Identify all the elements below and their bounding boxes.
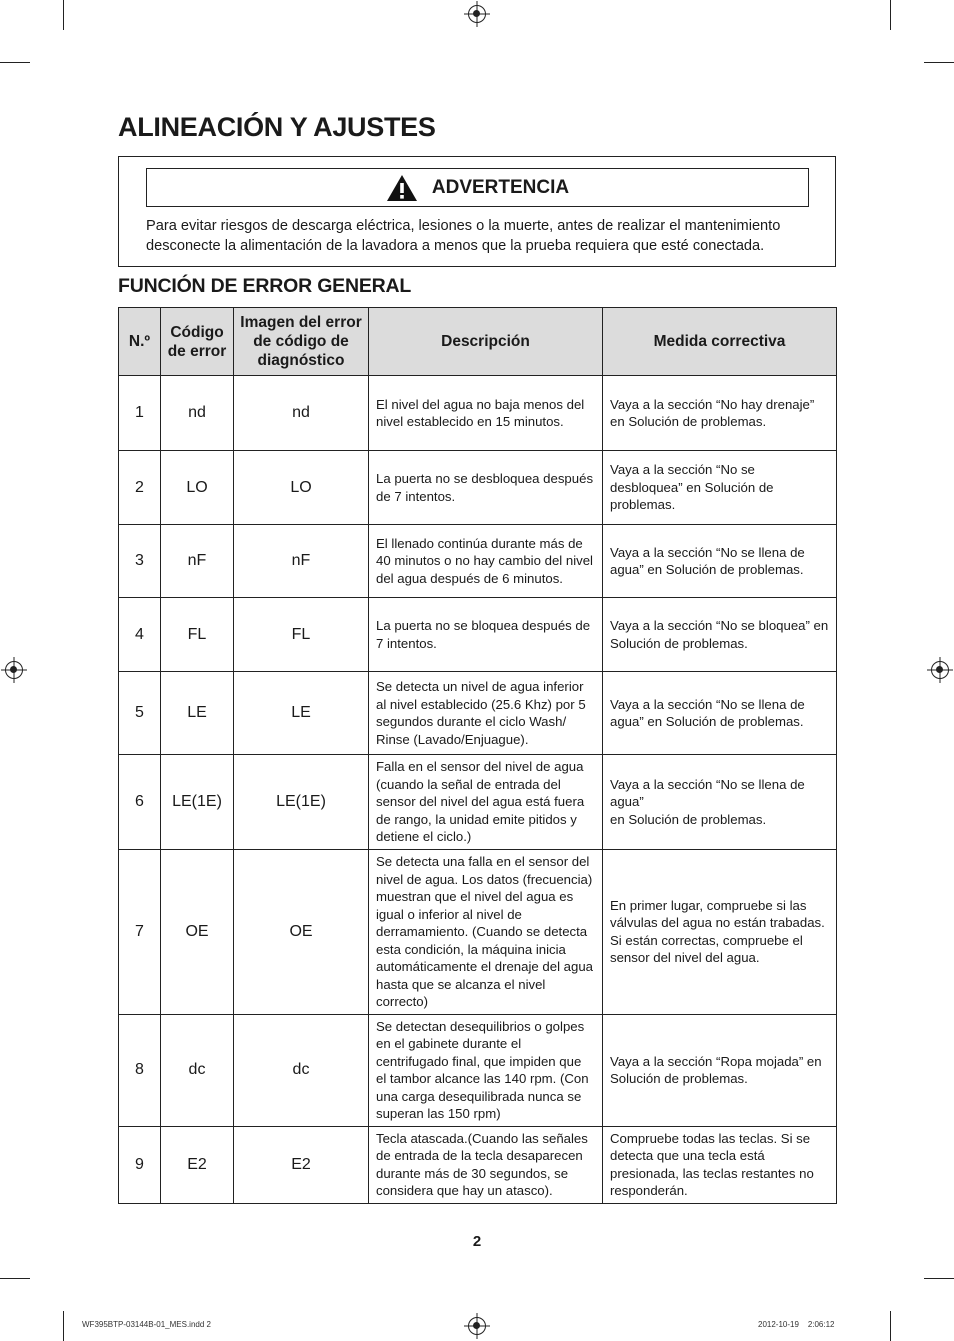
corrective-action: Vaya a la sección “No se bloquea” en Solución de problemas. [603,598,837,672]
error-code: E2 [161,1126,234,1203]
row-number: 6 [119,755,161,850]
diagnostic-image: OE [234,850,369,1015]
table-header-row [119,308,837,376]
warning-text: Para evitar riesgos de descarga eléctrica, lesiones o la muerte, antes de realizar el mantenimiento desconecte la alimentación de la lavadora a menos que la prueba requiera que esté conectada. [146,218,781,254]
corrective-action: Vaya a la sección “Ropa mojada” en Solución de problemas. [603,1014,837,1126]
error-code: nd [161,376,234,451]
row-number: 7 [119,850,161,1015]
table-row [119,598,837,672]
row-number: 2 [119,451,161,525]
crop-mark [890,0,891,30]
corrective-action: Vaya a la sección “No se llena de agua” en Solución de problemas. [603,525,837,598]
table-row [119,850,837,1015]
table-row [119,451,837,525]
error-table [118,307,837,1204]
description: El nivel del agua no baja menos del nivel establecido en 15 minutos. [369,376,603,451]
footer-timestamp: 2012-10-19 2:06:12 [758,1320,835,1329]
corrective-action: Vaya a la sección “No se llena de agua” en Solución de problemas. [603,672,837,755]
warning-header [146,168,809,207]
registration-mark-icon [5,661,23,679]
crop-mark [0,1278,30,1279]
description: Falla en el sensor del nivel de agua (cuando la señal de entrada del sensor del nivel del agua está fuera de rango, la unidad emite pitidos y detiene el ciclo.) [369,755,603,850]
description: La puerta no se desbloquea después de 7 intentos. [369,451,603,525]
description: Tecla atascada.(Cuando las señales de entrada de la tecla desaparecen durante más de 30 segundos, se considera que hay un atasco). [369,1126,603,1203]
table-row [119,1014,837,1126]
error-code: FL [161,598,234,672]
error-code: LE(1E) [161,755,234,850]
error-code: LE [161,672,234,755]
diagnostic-image: dc [234,1014,369,1126]
description: El llenado continúa durante más de 40 minutos o no hay cambio del nivel del agua después de 6 minutos. [369,525,603,598]
header-description: Descripción [369,308,603,376]
corrective-action: Vaya a la sección “No se desbloquea” en Solución de problemas. [603,451,837,525]
warning-triangle-icon [386,174,418,202]
header-diagnostic-image: Imagen del error de código de diagnóstico [234,308,369,376]
row-number: 8 [119,1014,161,1126]
error-code: nF [161,525,234,598]
registration-mark-icon [468,1317,486,1335]
table-row [119,672,837,755]
row-number: 9 [119,1126,161,1203]
diagnostic-image: nF [234,525,369,598]
error-code: LO [161,451,234,525]
crop-mark [63,0,64,30]
description: Se detecta una falla en el sensor del nivel de agua. Los datos (frecuencia) muestran que el nivel del agua es igual o inferior al nivel de derramamiento. (Cuando se detecta esta condición, la máquina inicia automáticamente el drenaje del agua hasta que se alcanza el nivel correcto) [369,850,603,1015]
crop-mark [890,1311,891,1341]
description: Se detecta un nivel de agua inferior al nivel establecido (25.6 Khz) por 5 segundos durante el ciclo Wash/ Rinse (Lavado/Enjuague). [369,672,603,755]
page-number: 2 [472,1233,482,1250]
description: Se detectan desequilibrios o golpes en el gabinete durante el centrifugado final, que impiden que el tambor alcance las 140 rpm. (Con una carga desequilibrada nunca se superan las 150 rpm) [369,1014,603,1126]
warning-box [118,156,836,267]
diagnostic-image: nd [234,376,369,451]
row-number: 4 [119,598,161,672]
table-row [119,1126,837,1203]
diagnostic-image: LE(1E) [234,755,369,850]
table-row [119,755,837,850]
error-code: OE [161,850,234,1015]
row-number: 5 [119,672,161,755]
crop-mark [0,62,30,63]
row-number: 1 [119,376,161,451]
corrective-action: Compruebe todas las teclas. Si se detecta que una tecla está presionada, las teclas restantes no responderán. [603,1126,837,1203]
diagnostic-image: LE [234,672,369,755]
description: La puerta no se bloquea después de 7 intentos. [369,598,603,672]
corrective-action: En primer lugar, compruebe si las válvulas del agua no están trabadas. Si están correctas, compruebe el sensor del nivel del agua. [603,850,837,1015]
header-corrective-action: Medida correctiva [603,308,837,376]
section-title: FUNCIÓN DE ERROR GENERAL [118,275,412,297]
crop-mark [924,1278,954,1279]
crop-mark [63,1311,64,1341]
page-title: ALINEACIÓN Y AJUSTES [118,112,436,142]
diagnostic-image: FL [234,598,369,672]
table-row [119,376,837,451]
warning-label: ADVERTENCIA [431,176,570,198]
header-error-code: Código de error [161,308,234,376]
error-code: dc [161,1014,234,1126]
corrective-action: Vaya a la sección “No hay drenaje” en Solución de problemas. [603,376,837,451]
corrective-action: Vaya a la sección “No se llena de agua” en Solución de problemas. [603,755,837,850]
diagnostic-image: LO [234,451,369,525]
registration-mark-icon [468,5,486,23]
header-number: N.º [119,308,161,376]
footer-file-name: WF395BTP-03144B-01_MES.indd 2 [82,1320,211,1329]
diagnostic-image: E2 [234,1126,369,1203]
row-number: 3 [119,525,161,598]
crop-mark [924,62,954,63]
registration-mark-icon [931,661,949,679]
table-row [119,525,837,598]
